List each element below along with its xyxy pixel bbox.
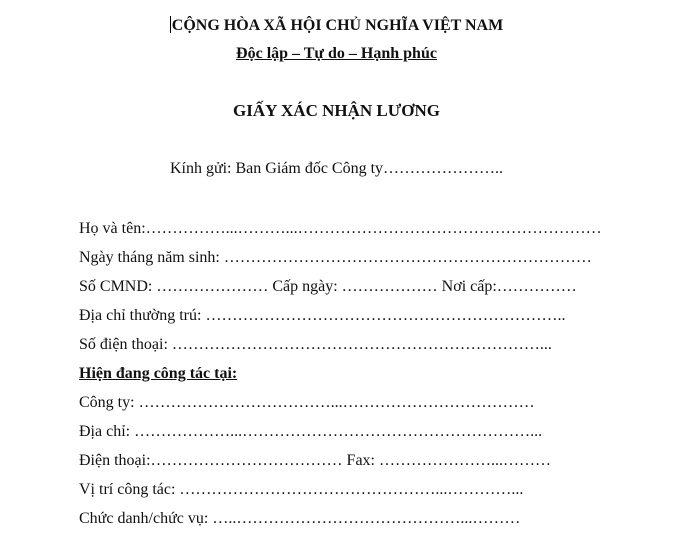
field-company: Công ty: ………………………………...……………………………… [79, 394, 535, 411]
nation-header-text: CỘNG HÒA XÃ HỘI CHỦ NGHĨA VIỆT NAM [171, 17, 504, 34]
field-id-number: Số CMND: ………………… Cấp ngày: ……………… Nơi cấp:…………… [79, 278, 577, 295]
field-job-title: Chức danh/chức vụ: …..……………………………………...……… [79, 510, 521, 527]
field-full-name: Họ và tên:……………...………...………………………………………………… [79, 220, 602, 237]
field-company-phone-fax: Điện thoại:……………………………… Fax: …………………...……… [79, 452, 551, 469]
nation-header [0, 16, 673, 35]
field-date-of-birth: Ngày tháng năm sinh: …………………………………………………………… [79, 249, 592, 266]
field-phone-number: Số điện thoại: ……………………………………………………………... [79, 336, 552, 353]
work-section-heading: Hiện đang công tác tại: [79, 365, 238, 382]
greeting-line: Kính gửi: Ban Giám đốc Công ty………………….. [169, 160, 504, 177]
text-cursor [170, 16, 171, 33]
motto: Độc lập – Tự do – Hạnh phúc [236, 45, 437, 62]
field-permanent-address: Địa chỉ thường trú: ………………………………………………………….. [79, 307, 566, 324]
field-work-position: Vị trí công tác: …………………………………………...…………... [79, 481, 524, 498]
field-company-address: Địa chỉ: ………………...………………………………………………... [79, 423, 543, 440]
document-title: GIẤY XÁC NHẬN LƯƠNG [233, 101, 440, 120]
